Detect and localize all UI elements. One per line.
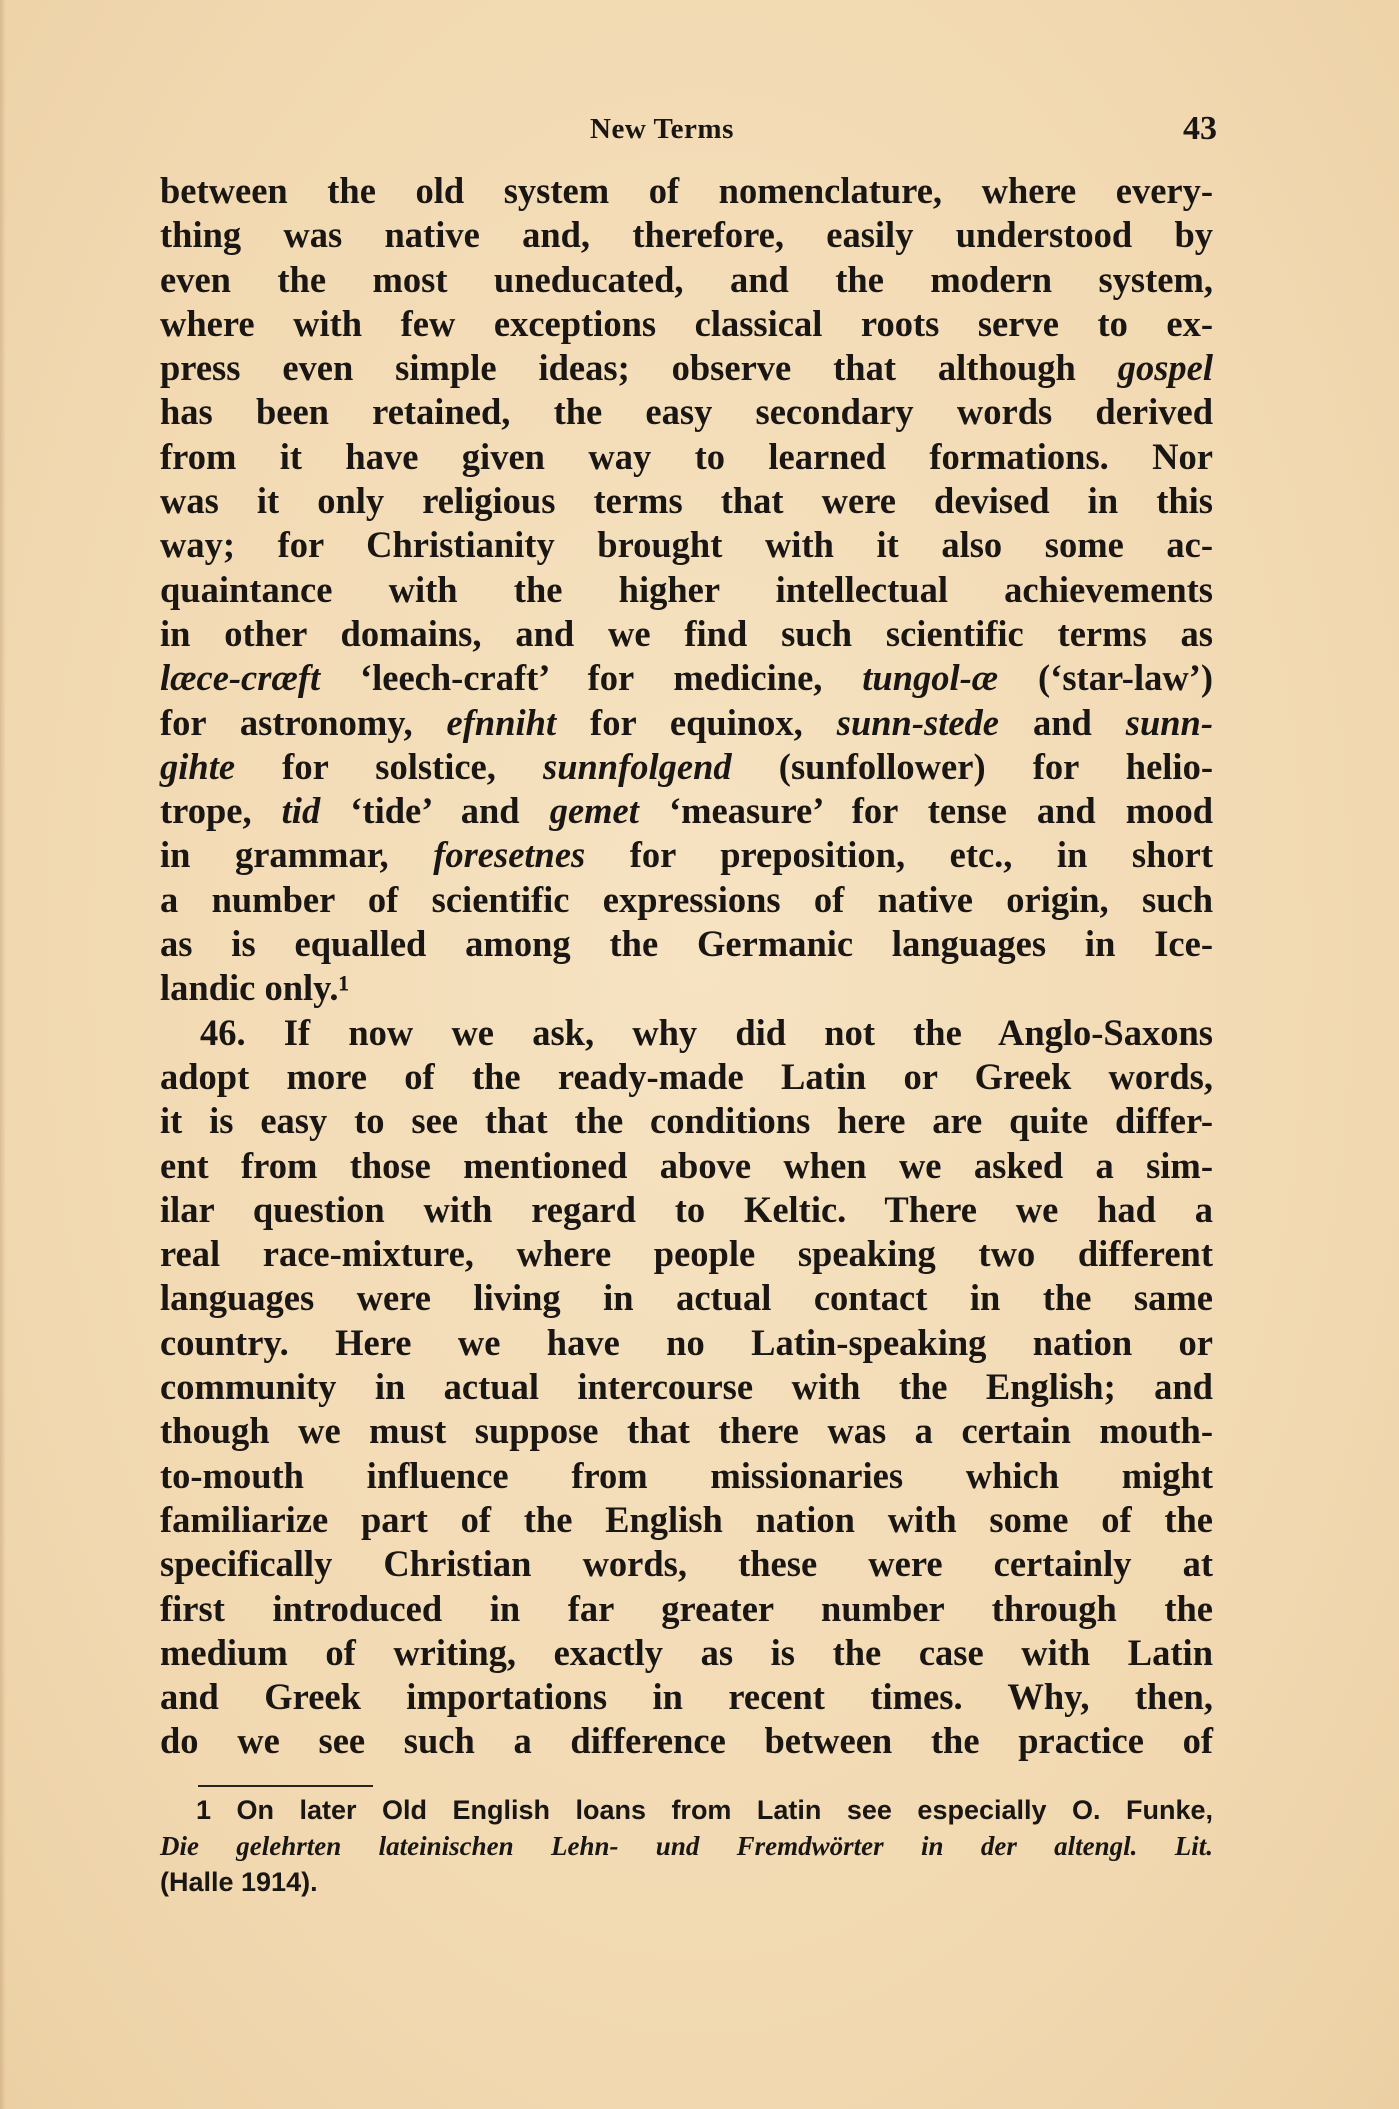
text-line [160,568,1213,612]
text-run: (sunfollower) for helio- [731,745,1213,787]
text-line [160,1011,1213,1055]
text-run: where with few exceptions classical roots serve to ex- [160,302,1213,344]
page-number: 43 [1183,110,1217,147]
text-run: and [999,701,1126,743]
footnote-line [160,1828,1213,1864]
italic-term: sunn-stede [836,701,999,743]
text-line [160,1631,1213,1675]
text-run: though we must suppose that there was a certain mouth- [160,1410,1213,1452]
text-run: thing was native and, therefore, easily understood by [160,214,1213,256]
text-run: from it have given way to learned formations. Nor [160,435,1213,477]
text-line [160,523,1213,567]
text-run: even the most uneducated, and the modern system, [160,258,1213,300]
text-run: press even simple ideas; observe that although [160,347,1118,389]
italic-term: læce-cræft [160,657,321,699]
text-run: specifically Christian words, these were certainly at [160,1543,1213,1585]
text-run: first introduced in far greater number through the [160,1587,1213,1629]
text-line [160,612,1213,656]
text-run: has been retained, the easy secondary words derived [160,391,1213,433]
text-run: as is equalled among the Germanic languages in Ice- [160,923,1213,965]
text-run: familiarize part of the English nation with some of the [160,1498,1213,1540]
text-run: trope, [160,790,282,832]
text-run: quaintance with the higher intellectual achievements [160,568,1213,610]
text-run: landic only.¹ [160,967,350,1009]
text-line [160,258,1213,302]
italic-term: sunnfolgend [543,745,732,787]
footnote-rule [198,1785,373,1787]
text-line [160,922,1213,966]
text-line [160,833,1213,877]
text-run: and Greek importations in recent times. Why, then, [160,1676,1213,1718]
text-line [160,1144,1213,1188]
text-line [160,878,1213,922]
text-line [160,390,1213,434]
text-run: adopt more of the ready-made Latin or Greek words, [160,1055,1213,1097]
text-line [160,1409,1213,1453]
text-run: for preposition, etc., in short [585,834,1213,876]
text-run: 46. If now we ask, why did not the Anglo-Saxons [200,1011,1213,1053]
text-line [160,966,1213,1010]
text-line [160,1365,1213,1409]
text-line [160,745,1213,789]
text-line [160,169,1213,213]
text-run: (‘star-law’) [998,657,1214,699]
text-run: ‘tide’ and [320,790,550,832]
text-run: community in actual intercourse with the English; and [160,1366,1213,1408]
text-line [160,1719,1213,1763]
text-line [160,1587,1213,1631]
text-run: 1 On later Old English loans from Latin see especially O. Funke, [196,1795,1213,1825]
footnotes [160,1792,1213,1900]
text-line [160,1276,1213,1320]
italic-term: sunn- [1125,701,1213,743]
text-run: it is easy to see that the conditions here are quite differ- [160,1100,1213,1142]
text-line [160,1498,1213,1542]
text-line [160,479,1213,523]
italic-term: Die gelehrten lateinischen Lehn- und Fremdwörter in der altengl. Lit. [160,1831,1213,1861]
text-run: way; for Christianity brought with it also some ac- [160,524,1213,566]
text-line [160,1055,1213,1099]
text-line [160,789,1213,833]
italic-term: gospel [1117,347,1213,389]
italic-term: tid [281,790,321,832]
text-run: medium of writing, exactly as is the case with Latin [160,1631,1213,1673]
text-run: do we see such a difference between the practice of [160,1720,1213,1762]
text-run: ent from those mentioned above when we asked a sim- [160,1144,1213,1186]
text-line [160,1675,1213,1719]
text-run: country. Here we have no Latin-speaking nation or [160,1321,1213,1363]
text-run: for equinox, [556,701,837,743]
text-run: for astronomy, [160,701,447,743]
italic-term: foresetnes [433,834,586,876]
text-run: ‘leech-craft’ for medicine, [320,657,863,699]
page-edge-shadow [0,0,6,2109]
text-run: ilar question with regard to Keltic. There we had a [160,1188,1213,1230]
body-text [160,169,1213,1764]
text-line [160,213,1213,257]
text-line [160,1188,1213,1232]
text-run: to-mouth influence from missionaries which might [160,1454,1213,1496]
text-run: was it only religious terms that were devised in this [160,480,1213,522]
text-line [160,656,1213,700]
text-run: ‘measure’ for tense and mood [638,790,1214,832]
footnote-line [160,1792,1213,1828]
footnote-line [160,1864,1213,1900]
text-run: in grammar, [160,834,434,876]
text-line [160,701,1213,745]
italic-term: gemet [549,790,639,832]
text-line [160,1232,1213,1276]
running-head: New Terms [590,113,734,145]
text-run: in other domains, and we find such scientific terms as [160,612,1213,654]
italic-term: efnniht [446,701,557,743]
text-run: for solstice, [235,745,543,787]
italic-term: gihte [160,745,236,787]
italic-term: tungol-æ [862,657,999,699]
text-line [160,1454,1213,1498]
text-run: a number of scientific expressions of native origin, such [160,878,1213,920]
text-line [160,1099,1213,1143]
text-line [160,1321,1213,1365]
text-line [160,346,1213,390]
text-run: (Halle 1914). [160,1867,318,1897]
text-run: real race-mixture, where people speaking two different [160,1233,1213,1275]
text-line [160,302,1213,346]
text-line [160,435,1213,479]
text-run: languages were living in actual contact in the same [160,1277,1213,1319]
text-run: between the old system of nomenclature, where every- [160,170,1213,211]
text-line [160,1542,1213,1586]
